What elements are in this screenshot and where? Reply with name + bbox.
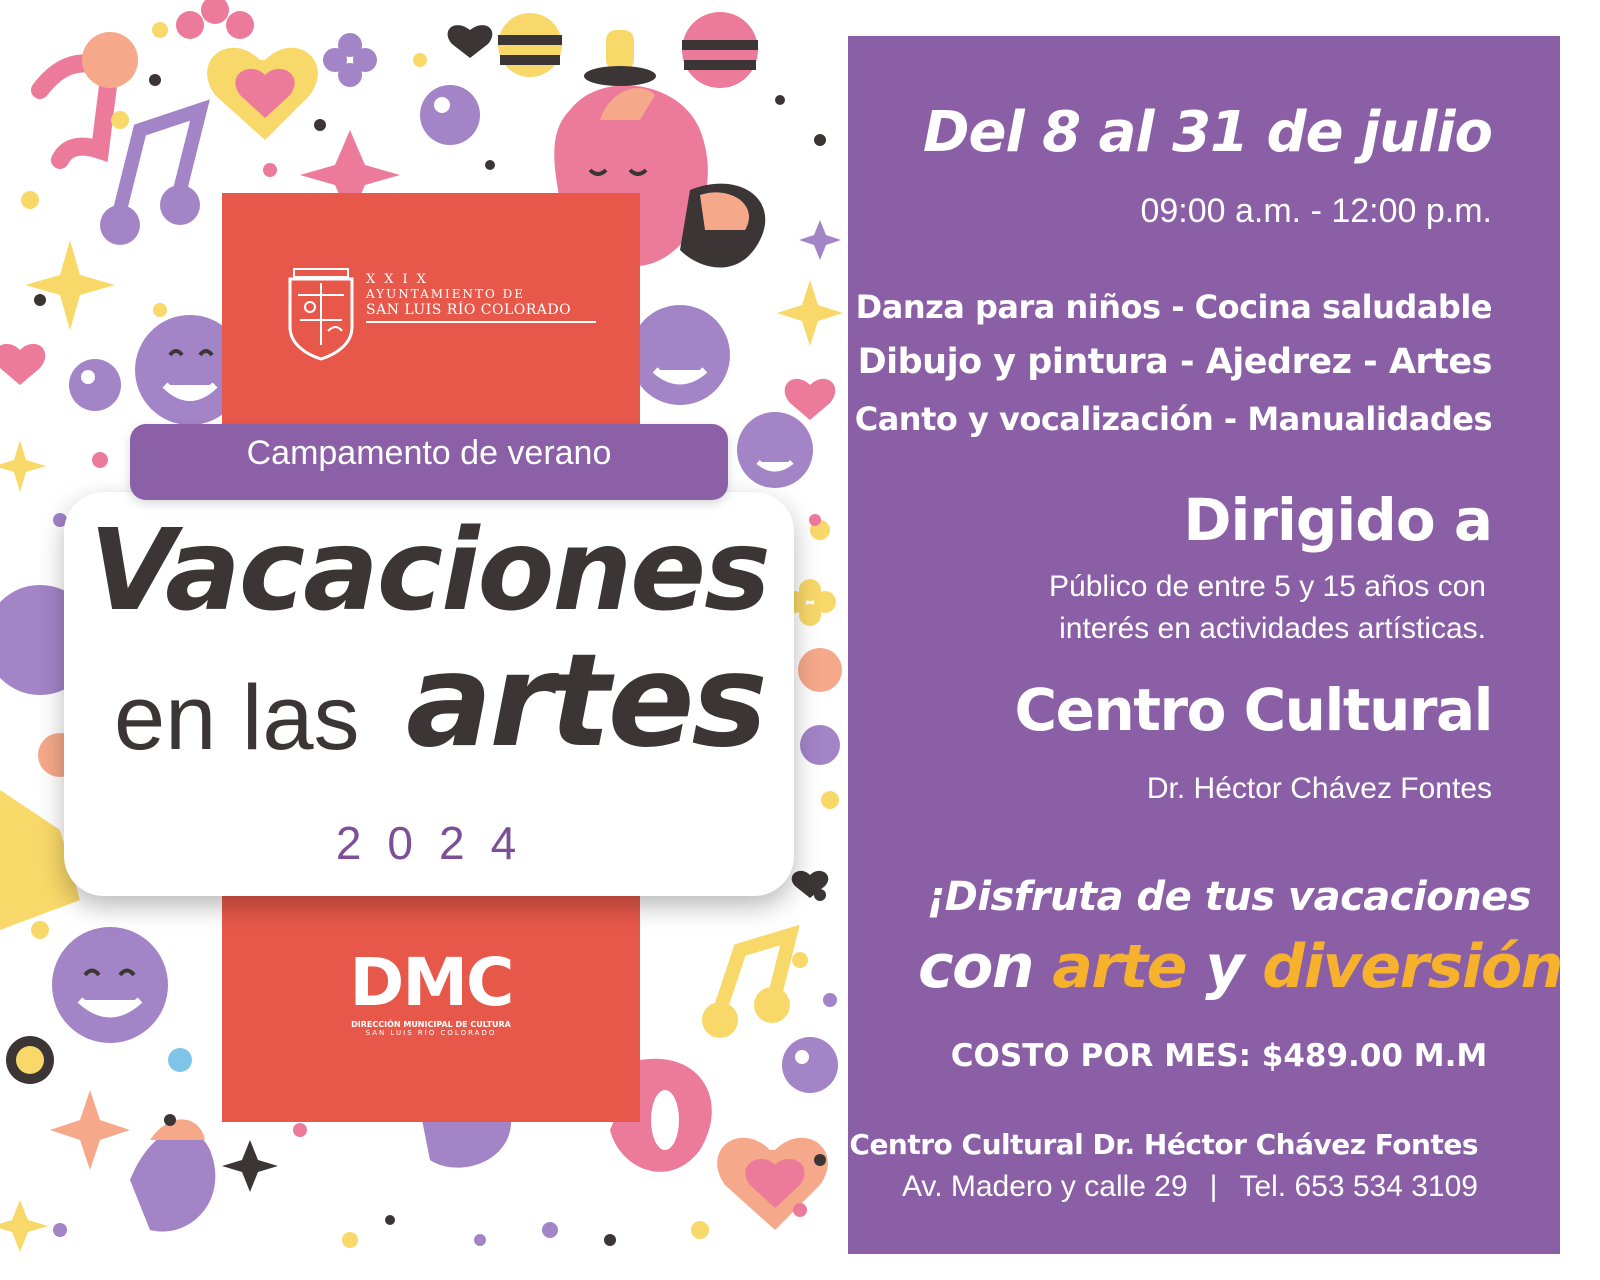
venue-heading: Centro Cultural (1014, 676, 1492, 744)
audience-line-1: Público de entre 5 y 15 años con (1049, 570, 1486, 603)
ayuntamiento-name: AYUNTAMIENTO DE (366, 286, 526, 301)
event-hours: 09:00 a.m. - 12:00 p.m. (1140, 192, 1492, 230)
title-card (64, 492, 794, 896)
audience-description (1049, 566, 1486, 650)
campamento-label: Campamento de verano (246, 434, 612, 472)
title-en-las: en las (114, 667, 360, 769)
title-year: 2024 (335, 817, 543, 869)
audience-heading: Dirigido a (1183, 486, 1492, 554)
ayuntamiento-roman-numeral: XXIX (366, 272, 435, 287)
slogan-arte: arte (1052, 932, 1186, 1002)
slogan-exclamation: ! (1561, 932, 1588, 1002)
event-dates: Del 8 al 31 de julio (922, 100, 1492, 165)
slogan-line-1: ¡Disfruta de tus vacaciones (926, 874, 1532, 920)
activities-line: Dibujo y pintura - Ajedrez - Artes (857, 342, 1492, 382)
dmc-name: DIRECCIÓN MUNICIPAL DE CULTURA (351, 1020, 511, 1029)
footer-venue: Centro Cultural Dr. Héctor Chávez Fontes (849, 1128, 1478, 1161)
ayuntamiento-logo-block (222, 193, 640, 437)
ayuntamiento-logo (284, 265, 584, 365)
coat-of-arms-icon (284, 265, 358, 361)
dmc-city: SAN LUIS RÍO COLORADO (365, 1029, 497, 1037)
campamento-pill (130, 424, 728, 500)
dmc-mark: DMC (349, 944, 513, 1021)
footer-address: Av. Madero y calle 29 (901, 1170, 1188, 1203)
footer-contact (902, 1170, 1478, 1204)
info-panel (848, 36, 1588, 1254)
slogan-diversion: diversión (1262, 932, 1562, 1002)
dmc-logo (222, 944, 640, 1037)
monthly-cost: COSTO POR MES: $489.00 M.M (950, 1038, 1488, 1074)
slogan-con: con (918, 932, 1034, 1002)
slogan-y: y (1205, 932, 1243, 1002)
activities-line: Canto y vocalización - Manualidades (854, 400, 1492, 438)
slogan-line-2 (918, 932, 1588, 1002)
dmc-logo-block (222, 890, 640, 1122)
venue-subtitle: Dr. Héctor Chávez Fontes (1146, 772, 1492, 805)
activities-line: Danza para niños - Cocina saludable (855, 288, 1492, 326)
title-artes: artes (406, 627, 765, 776)
ayuntamiento-city: SAN LUIS RÍO COLORADO (366, 302, 596, 323)
footer-separator: | (1209, 1170, 1218, 1203)
audience-line-2: interés en actividades artísticas. (1059, 612, 1486, 645)
title-vacaciones: Vacaciones (89, 506, 769, 636)
footer-phone: Tel. 653 534 3109 (1239, 1170, 1478, 1203)
